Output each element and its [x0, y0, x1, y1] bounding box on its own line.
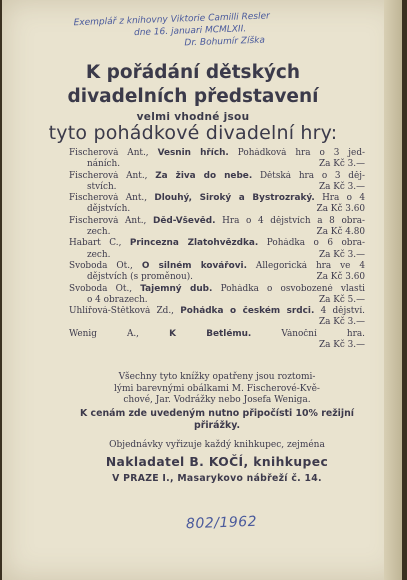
play-description-cont: stvích.	[87, 181, 117, 192]
play-description: 4 dějství.	[320, 306, 365, 317]
play-entry	[69, 238, 365, 261]
handwritten-catalog-number: 802/1962	[185, 513, 258, 533]
play-description: Pohádka o 6 obra-	[266, 238, 365, 249]
heading-line-2: divadelních představení	[67, 86, 319, 107]
play-author: Fischerová Ant.,	[69, 170, 148, 181]
surcharge-note	[69, 408, 365, 432]
play-entry	[69, 329, 365, 352]
note-line: chové, Jar. Vodrážky nebo Josefa Weniga.	[123, 395, 311, 405]
play-description-cont: zech.	[87, 227, 111, 238]
play-title: O silném kovářovi.	[141, 260, 247, 271]
play-price: Za Kč 3.—	[318, 340, 365, 351]
publisher-address: V PRAZE I., Masarykovo nábřeží č. 14.	[112, 473, 322, 484]
play-author: Fischerová Ant.,	[69, 215, 147, 226]
play-price: Za Kč 3.—	[318, 181, 365, 192]
play-description: Dětská hra o 3 děj-	[259, 170, 365, 181]
play-author: Svoboda Ot.,	[69, 283, 133, 294]
page-spine	[384, 0, 402, 580]
play-description-cont: dějstvích.	[87, 204, 131, 215]
play-description: Hra o 4 dějstvích a 8 obra-	[222, 215, 365, 226]
play-entry	[69, 148, 365, 171]
publisher-name: Nakladatel B. KOČÍ, knihkupec	[105, 455, 329, 469]
play-entry	[69, 306, 365, 329]
play-description-cont: o 4 obrazech.	[87, 294, 148, 305]
play-title: Tajemný dub.	[140, 283, 213, 294]
play-title: Vesnin hřích.	[157, 148, 229, 158]
handwritten-inscription	[73, 7, 374, 53]
play-author: Wenig A.,	[69, 328, 139, 339]
heading-line-1: K pořádání dětských	[85, 62, 301, 83]
play-title: Za živa do nebe.	[155, 170, 253, 181]
play-price: Za Kč 3.—	[318, 249, 365, 260]
play-description: Pohádka o osvobozené vlasti	[220, 283, 365, 294]
play-description: Vánoční hra.	[281, 328, 365, 339]
play-description: Allegorická hra ve 4	[255, 260, 365, 271]
play-title: K Betlému.	[169, 328, 252, 339]
document-page	[2, 0, 402, 580]
play-description: Pohádková hra o 3 jed-	[237, 148, 365, 158]
play-author: Uhlířová-Štětková Zd.,	[69, 306, 175, 317]
play-entry	[69, 193, 365, 216]
note-line: lými barevnými obálkami M. Fischerové-Kvě-	[114, 383, 320, 394]
play-entry	[69, 284, 365, 307]
play-description-cont: zech.	[87, 249, 111, 260]
play-entry	[69, 261, 365, 284]
play-entry	[69, 216, 365, 239]
surcharge-line: K cenám zde uvedeným nutno připočísti 10% režijní	[80, 408, 354, 419]
play-author: Svoboda Ot.,	[69, 260, 133, 271]
play-price: Za Kč 4.80	[316, 227, 365, 238]
play-price: Za Kč 3.—	[318, 317, 365, 328]
note-line: Všechny tyto knížky opatřeny jsou roztomi-	[118, 372, 316, 382]
play-title: Dlouhý, Široký a Bystrozraký.	[154, 193, 315, 204]
play-title: Pohádka o českém srdci.	[180, 306, 315, 317]
play-price: Za Kč 3.60	[316, 272, 365, 283]
heading-line-4: tyto pohádkové divadelní hry:	[48, 122, 338, 144]
play-list	[69, 148, 365, 351]
play-price: Za Kč 3.—	[318, 159, 365, 170]
play-description-cont: náních.	[87, 159, 121, 170]
play-price: Za Kč 5.—	[318, 294, 365, 305]
inscription-line: Dr. Bohumír Zíška	[184, 35, 266, 49]
surcharge-line: přirážky.	[194, 420, 240, 431]
play-description-cont: dějstvích (s proměnou).	[87, 272, 193, 283]
play-author: Habart Č.,	[69, 238, 122, 249]
play-author: Fischerová Ant.,	[69, 148, 149, 158]
heading-line-3: velmi vhodné jsou	[136, 111, 250, 123]
play-title: Děd-Vševěd.	[153, 215, 216, 226]
play-price: Za Kč 3.60	[316, 204, 365, 215]
inscription-line: dne 16. januari MCMLXII.	[133, 24, 247, 39]
illustration-note	[69, 372, 365, 407]
play-description: Hra o 4	[322, 193, 365, 204]
play-author: Fischerová Ant.,	[69, 193, 148, 204]
play-entry	[69, 171, 365, 194]
orders-line: Objednávky vyřizuje každý knihkupec, zejména	[109, 440, 325, 450]
inscription-line: Exemplář z knihovny Viktorie Camilli Resler	[73, 11, 270, 29]
play-title: Princezna Zlatohvězdka.	[129, 238, 259, 249]
